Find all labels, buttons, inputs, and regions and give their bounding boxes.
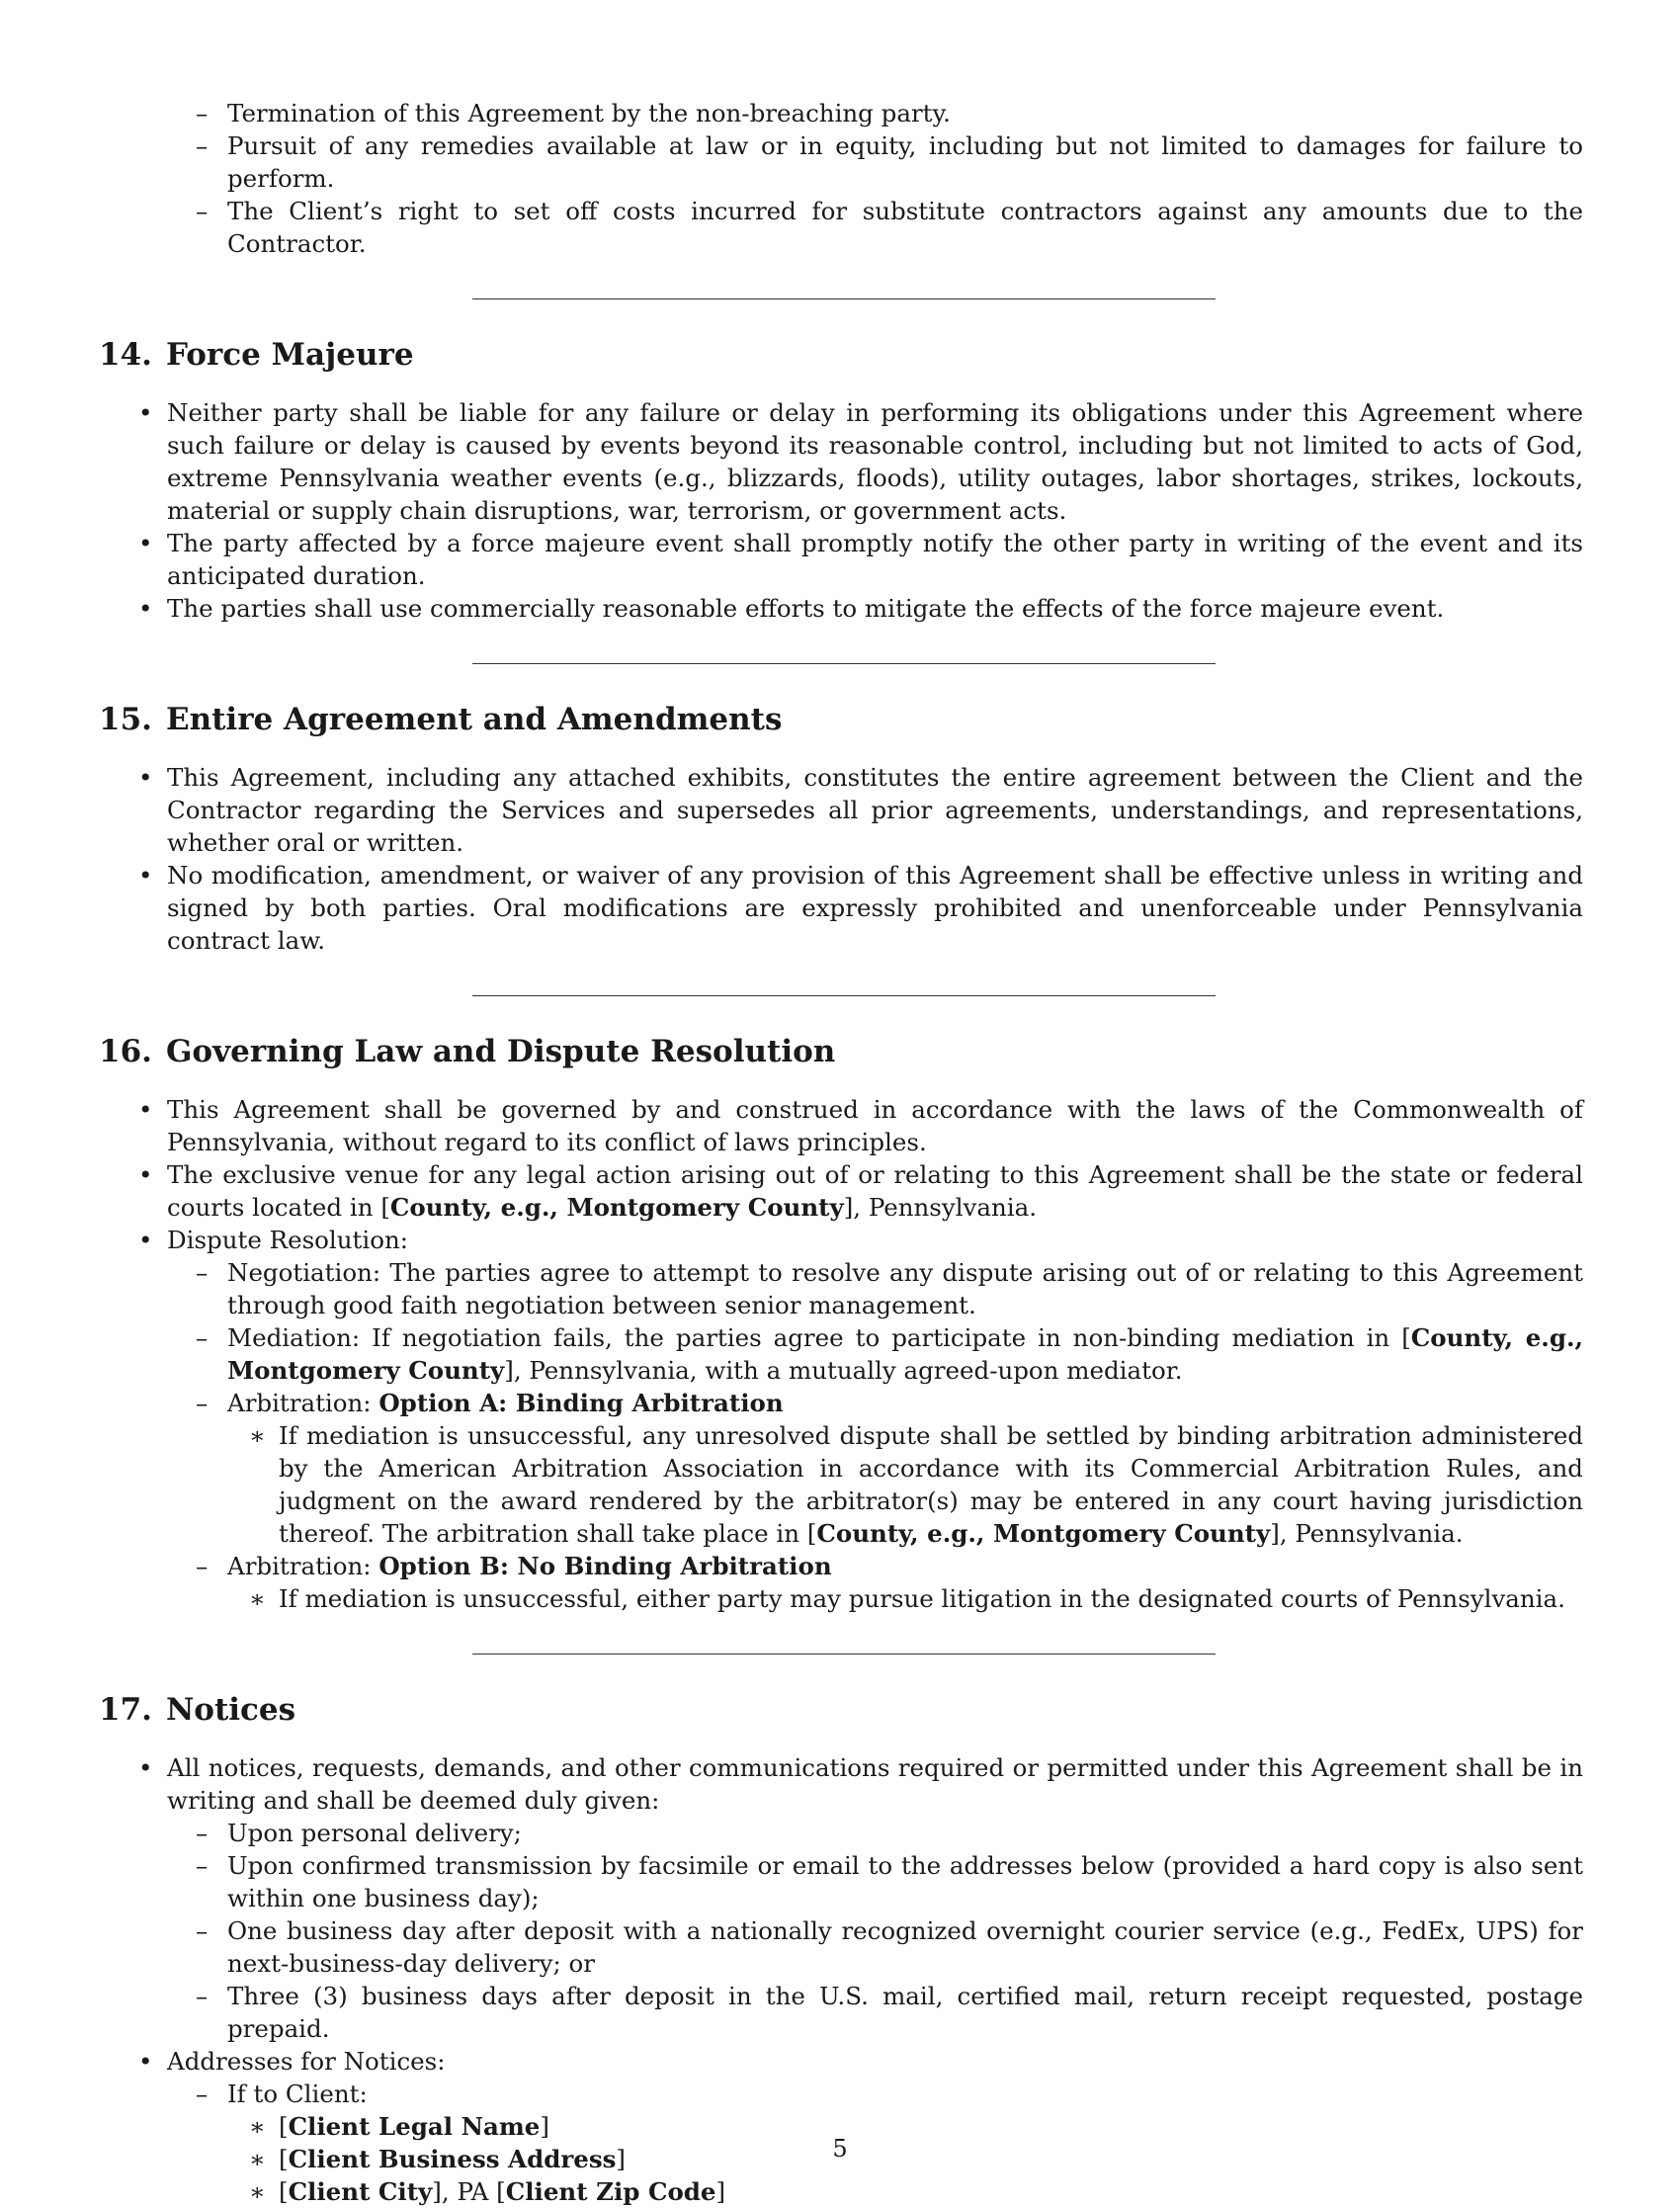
- client-name-placeholder: Client Legal Name: [288, 2112, 541, 2141]
- star-marker: ∗: [249, 2145, 266, 2173]
- bullet-marker: •: [138, 594, 153, 623]
- list-item: – Arbitration: Option B: No Binding Arbitration: [196, 1552, 832, 1580]
- bullet-marker: •: [138, 1160, 153, 1189]
- county-placeholder: County, e.g., Montgomery County: [227, 1323, 1584, 1385]
- list-item: • Addresses for Notices:: [138, 2047, 446, 2076]
- dash-marker: –: [196, 1323, 209, 1352]
- star-marker: ∗: [249, 1584, 266, 1613]
- list-item: • The party affected by a force majeure event shall promptly notify the other party in writing of the event and its anticipated duration.: [138, 529, 1583, 590]
- section-heading-17: 17. Notices: [99, 1692, 296, 1728]
- list-item: • The parties shall use commercially reasonable efforts to mitigate the effects of the force majeure event.: [138, 594, 1445, 623]
- client-zip-placeholder: Client Zip Code: [505, 2177, 716, 2206]
- dash-marker: –: [196, 1258, 209, 1287]
- section-divider: [472, 298, 1216, 299]
- option-a-label: Option A: Binding Arbitration: [378, 1389, 784, 1417]
- bullet-marker: •: [138, 1753, 153, 1782]
- dash-marker: –: [196, 1982, 209, 2010]
- bullet-marker: •: [138, 529, 153, 557]
- dash-marker: –: [196, 99, 209, 127]
- list-item: – Pursuit of any remedies available at law or in equity, including but not limited to damages for failure to perform.: [196, 131, 1583, 193]
- list-item: • No modification, amendment, or waiver of any provision of this Agreement shall be effective unless in writing and signed by both parties. Oral modifications are expressly prohibited and unenforceable under Pennsylvania contract law.: [138, 861, 1583, 955]
- section-heading-16: 16. Governing Law and Dispute Resolution: [99, 1034, 836, 1069]
- county-placeholder: County, e.g., Montgomery County: [389, 1193, 844, 1222]
- dash-marker: –: [196, 197, 209, 225]
- list-item: • Dispute Resolution:: [138, 1226, 408, 1254]
- county-placeholder: County, e.g., Montgomery County: [816, 1519, 1271, 1548]
- star-marker: ∗: [249, 2112, 266, 2141]
- section-heading-15: 15. Entire Agreement and Amendments: [99, 702, 783, 737]
- section-divider: [472, 995, 1216, 996]
- dash-marker: –: [196, 1819, 209, 1847]
- section-divider: [472, 1654, 1216, 1655]
- list-item: – Arbitration: Option A: Binding Arbitration: [196, 1389, 784, 1417]
- list-item: – Termination of this Agreement by the non-breaching party.: [196, 99, 951, 127]
- list-item: – Mediation: If negotiation fails, the parties agree to participate in non-binding mediation in [County, e.g., Montgomery County], Pennsylvania, with a mutually agreed-upon mediator.: [196, 1323, 1584, 1385]
- bullet-marker: •: [138, 861, 153, 890]
- client-address-placeholder: Client Business Address: [288, 2145, 617, 2173]
- client-city-placeholder: Client City: [288, 2177, 433, 2206]
- list-item: ∗ [Client Business Address]: [249, 2145, 626, 2173]
- bullet-marker: •: [138, 763, 153, 792]
- list-item: ∗ If mediation is unsuccessful, either party may pursue litigation in the designated courts of Pennsylvania.: [249, 1584, 1565, 1613]
- list-item: • Neither party shall be liable for any failure or delay in performing its obligations under this Agreement where such failure or delay is caused by events beyond its reasonable control, including but not limited to acts of God, extreme Pennsylvania weather events (e.g., blizzards, floods), utility outages, labor shortages, strikes, lockouts, material or supply chain disruptions, war, terrorism, or government acts.: [138, 398, 1583, 525]
- list-item: • The exclusive venue for any legal action arising out of or relating to this Agreement shall be the state or federal courts located in [County, e.g., Montgomery County], Pennsylvania.: [138, 1160, 1583, 1222]
- document-page: [99, 97, 1583, 2208]
- list-item: – One business day after deposit with a nationally recognized overnight courier service (e.g., FedEx, UPS) for next-business-day delivery; or: [196, 1916, 1583, 1978]
- list-item: • This Agreement shall be governed by and construed in accordance with the laws of the Commonwealth of Pennsylvania, without regard to its conflict of laws principles.: [138, 1095, 1583, 1156]
- bullet-marker: •: [138, 1095, 153, 1124]
- list-item: – Negotiation: The parties agree to attempt to resolve any dispute arising out of or relating to this Agreement through good faith negotiation between senior management.: [196, 1258, 1583, 1319]
- list-item: ∗ If mediation is unsuccessful, any unresolved dispute shall be settled by binding arbitration administered by the American Arbitration Association in accordance with its Commercial Arbitration Rules, and judgment on the award rendered by the arbitrator(s) may be entered in any court having jurisdiction thereof. The arbitration shall take place in [County, e.g., Montgomery County], Pennsylvania.: [249, 1421, 1583, 1548]
- list-item: – The Client’s right to set off costs incurred for substitute contractors against any amounts due to the Contractor.: [196, 197, 1583, 258]
- list-item: • This Agreement, including any attached exhibits, constitutes the entire agreement between the Client and the Contractor regarding the Services and supersedes all prior agreements, understandings, and representations, whether oral or written.: [138, 763, 1583, 857]
- option-b-label: Option B: No Binding Arbitration: [378, 1552, 832, 1580]
- bullet-marker: •: [138, 1226, 153, 1254]
- list-item: – If to Client:: [196, 2080, 368, 2108]
- list-item: ∗ [Client City], PA [Client Zip Code]: [249, 2177, 726, 2206]
- dash-marker: –: [196, 1916, 209, 1945]
- bullet-marker: •: [138, 2047, 153, 2076]
- list-item: – Upon personal delivery;: [196, 1819, 522, 1847]
- list-item: ∗ [Client Legal Name]: [249, 2112, 549, 2141]
- dash-marker: –: [196, 1851, 209, 1880]
- star-marker: ∗: [249, 2177, 266, 2206]
- dash-marker: –: [196, 2080, 209, 2108]
- dash-marker: –: [196, 1389, 209, 1417]
- dash-marker: –: [196, 131, 209, 160]
- bullet-marker: •: [138, 398, 153, 427]
- dash-marker: –: [196, 1552, 209, 1580]
- star-marker: ∗: [249, 1421, 266, 1450]
- section-divider: [472, 663, 1216, 664]
- section-heading-14: 14. Force Majeure: [99, 337, 414, 373]
- list-item: – Upon confirmed transmission by facsimile or email to the addresses below (provided a hard copy is also sent within one business day);: [196, 1851, 1583, 1912]
- list-item: – Three (3) business days after deposit in the U.S. mail, certified mail, return receipt requested, postage prepaid.: [196, 1982, 1583, 2043]
- page-number: 5: [832, 2135, 848, 2163]
- list-item: • All notices, requests, demands, and other communications required or permitted under this Agreement shall be in writing and shall be deemed duly given:: [138, 1753, 1583, 1815]
